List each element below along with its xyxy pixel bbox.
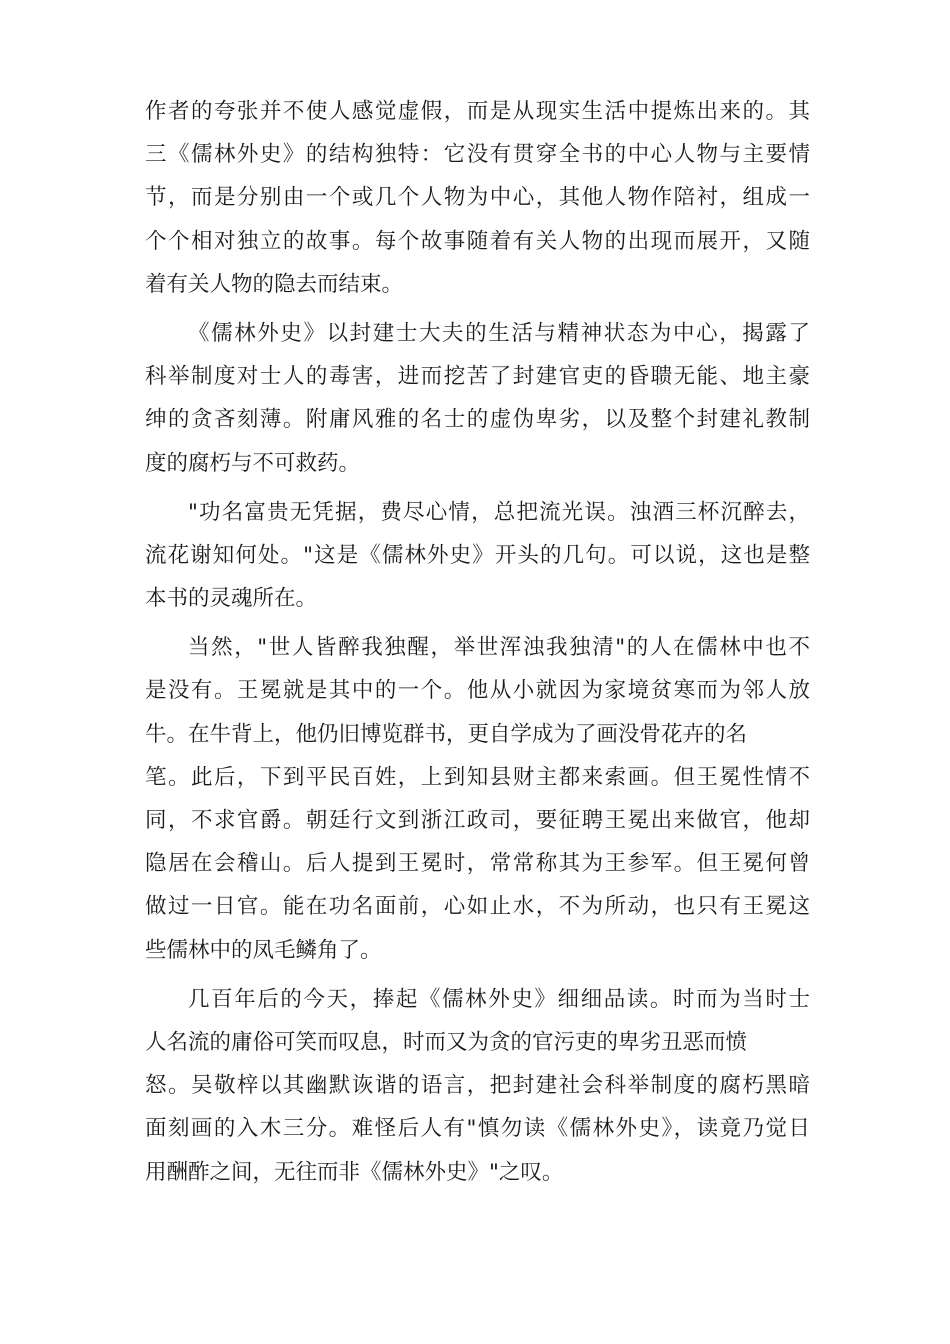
text-line: 三《儒林外史》的结构独特：它没有贯穿全书的中心人物与主要情 — [145, 142, 810, 168]
text-line: 度的腐朽与不可救药。 — [145, 450, 361, 476]
text-line: 怒。吴敬梓以其幽默诙谐的语言，把封建社会科举制度的腐朽黑暗 — [145, 1073, 810, 1099]
text-line: 本书的灵魂所在。 — [145, 586, 318, 612]
text-line: 当然，"世人皆醉我独醒，举世浑浊我独清"的人在儒林中也不 — [188, 635, 810, 661]
text-line: 个个相对独立的故事。每个故事随着有关人物的出现而展开，又随 — [145, 228, 810, 254]
paragraph — [145, 978, 810, 1194]
text-line: 几百年后的今天，捧起《儒林外史》细细品读。时而为当时士 — [188, 986, 810, 1012]
text-line: 着有关人物的隐去而结束。 — [145, 271, 404, 297]
text-line: 《儒林外史》以封建士大夫的生活与精神状态为中心，揭露了 — [188, 320, 810, 346]
text-line: 做过一日官。能在功名面前，心如止水，不为所动，也只有王冕这 — [145, 894, 810, 920]
text-line: 笔。此后，下到平民百姓，上到知县财主都来索画。但王冕性情不 — [145, 764, 810, 790]
text-line: 作者的夸张并不使人感觉虚假，而是从现实生活中提炼出来的。其 — [145, 99, 810, 124]
text-line: 流花谢知何处。"这是《儒林外史》开头的几句。可以说，这也是整 — [145, 542, 810, 568]
paragraph — [145, 90, 810, 306]
text-line: 面刻画的入木三分。难怪后人有"慎勿读《儒林外史》，读竟乃觉日 — [145, 1116, 810, 1142]
paragraph — [145, 312, 810, 485]
text-line: 人名流的庸俗可笑而叹息，时而又为贪的官污吏的卑劣丑恶而愤 — [145, 1029, 748, 1055]
text-line: 是没有。王冕就是其中的一个。他从小就因为家境贫寒而为邻人放 — [145, 678, 810, 704]
text-line: 牛。在牛背上，他仍旧博览群书，更自学成为了画没骨花卉的名 — [145, 721, 748, 747]
paragraph — [145, 626, 810, 972]
text-line: 节，而是分别由一个或几个人物为中心，其他人物作陪衬，组成一 — [145, 185, 810, 211]
document-body — [145, 90, 810, 1194]
text-line: 绅的贪吝刻薄。附庸风雅的名士的虚伪卑劣，以及整个封建礼教制 — [145, 407, 810, 433]
text-line: 些儒林中的凤毛鳞角了。 — [145, 937, 382, 963]
paragraph — [145, 491, 810, 621]
text-line: 用酬酢之间，无往而非《儒林外史》"之叹。 — [145, 1159, 564, 1185]
text-line: 科举制度对士人的毒害，进而挖苦了封建官吏的昏聩无能、地主豪 — [145, 364, 810, 390]
text-line: 同，不求官爵。朝廷行文到浙江政司，要征聘王冕出来做官，他却 — [145, 808, 810, 833]
text-line: "功名富贵无凭据，费尽心情，总把流光误。浊酒三杯沉醉去， — [188, 499, 810, 525]
text-line: 隐居在会稽山。后人提到王冕时，常常称其为王参军。但王冕何曾 — [145, 851, 810, 877]
